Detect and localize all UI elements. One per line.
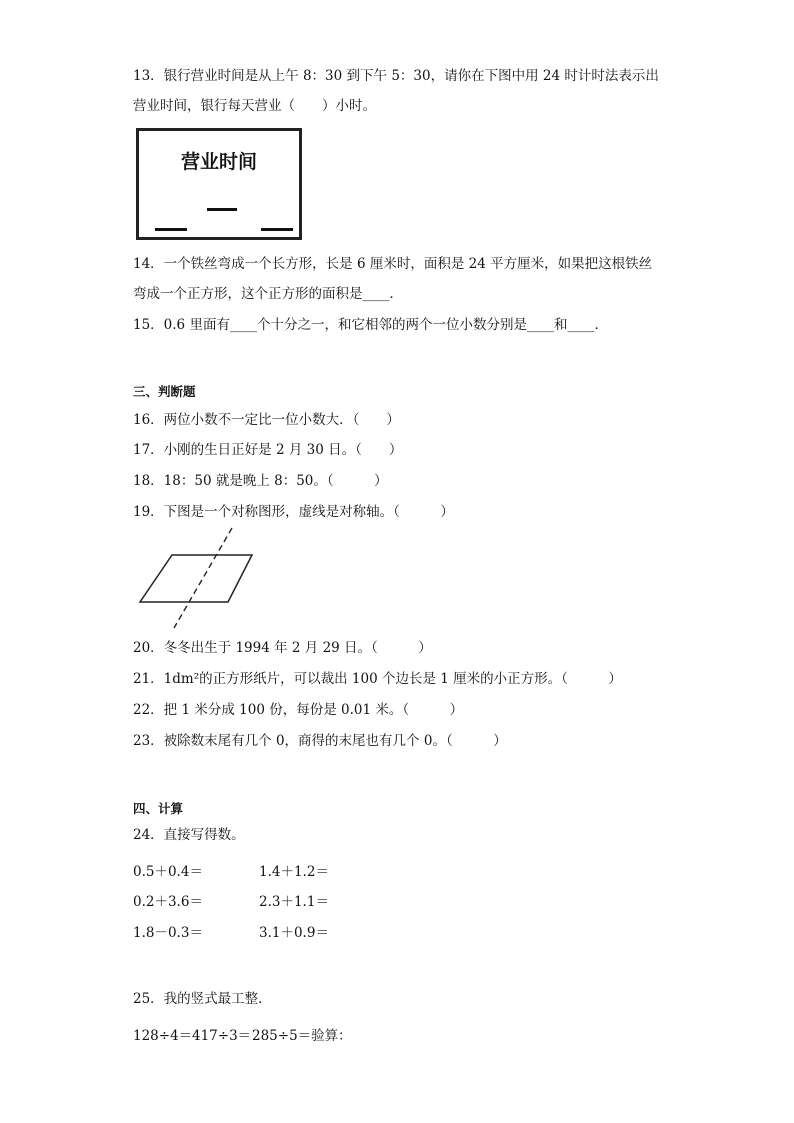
q22: 22．把 1 米分成 100 份，每份是 0.01 米。（ ） [133,702,464,718]
q17: 17．小刚的生日正好是 2 月 30 日。（ ） [133,442,403,458]
q19: 19．下图是一个对称图形，虚线是对称轴。（ ） [133,504,454,520]
sign-middle-dash [207,208,237,211]
symmetry-axis-dashed [174,528,232,628]
calc-2-0: 1.8－0.3＝ [133,925,203,941]
q25-title: 25．我的竖式最工整． [133,991,272,1007]
business-hours-sign [136,128,302,240]
q13-line2: 营业时间，银行每天营业（ ）小时。 [133,98,376,114]
calc-1-1: 2.3＋1.1＝ [259,894,329,910]
q16: 16．两位小数不一定比一位小数大．（ ） [133,412,400,428]
calc-0-0: 0.5＋0.4＝ [133,864,203,880]
calc-1-0: 0.2＋3.6＝ [133,894,203,910]
sign-title: 营业时间 [180,151,257,173]
section4-title: 四、计算 [133,801,184,816]
q25-item-1: 128÷4＝ [133,1028,193,1044]
sign-right-blank[interactable] [261,228,293,231]
q18: 18．18：50 就是晚上 8：50。（ ） [133,473,388,489]
q14-line2: 弯成一个正方形，这个正方形的面积是____． [133,286,403,302]
q15-text: 15．0.6 里面有____个十分之一，和它相邻的两个一位小数分别是____和____． [133,317,608,333]
parallelogram-figure [136,526,266,630]
q23: 23．被除数末尾有几个 0，商得的末尾也有几个 0。（ ） [133,733,507,749]
section3-title: 三、判断题 [133,384,196,399]
q25-item-2: 417÷3＝ [192,1028,252,1044]
calc-2-1: 3.1＋0.9＝ [259,925,329,941]
q14-line1: 14．一个铁丝弯成一个长方形，长是 6 厘米时，面积是 24 平方厘米，如果把这根铁丝 [133,256,653,272]
q21: 21．1dm²的正方形纸片，可以裁出 100 个边长是 1 厘米的小正方形。（ ） [133,671,622,687]
sign-left-blank[interactable] [155,228,187,231]
calc-0-1: 1.4＋1.2＝ [259,864,329,880]
q13-line1: 13．银行营业时间是从上午 8：30 到下午 5：30，请你在下图中用 24 时计时法表示出 [133,68,659,84]
q24-title: 24．直接写得数。 [133,827,245,843]
q20: 20．冬冬出生于 1994 年 2 月 29 日。（ ） [133,640,432,656]
parallelogram [140,555,252,602]
q25-item-3: 285÷5＝验算： [252,1028,352,1044]
